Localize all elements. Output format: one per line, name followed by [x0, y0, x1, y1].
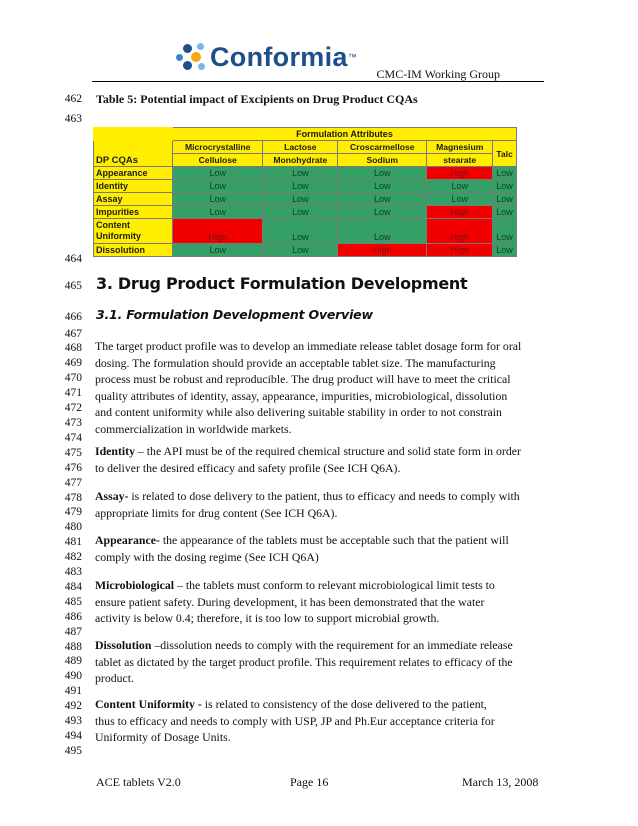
column-header: Microcrystalline [173, 141, 263, 154]
line-number: 468 [64, 342, 82, 354]
risk-cell: Low [263, 167, 338, 180]
column-header-line2: Sodium [338, 154, 427, 167]
risk-cell: High [427, 244, 493, 257]
term: Microbiological [95, 578, 175, 592]
group-header: Formulation Attributes [173, 128, 517, 141]
risk-cell: High [173, 219, 263, 244]
column-header: Magnesium [427, 141, 493, 154]
line-number: 472 [64, 402, 82, 414]
risk-cell: Low [338, 167, 427, 180]
line-number: 491 [64, 685, 82, 697]
line-number: 476 [64, 462, 82, 474]
appearance-paragraph: Appearance- the appearance of the tablets must be acceptable such that the patient will comply with the dosing regime (See ICH Q6A) [95, 533, 509, 564]
line-number: 464 [64, 253, 82, 265]
section-heading: 3. Drug Product Formulation Development [96, 274, 468, 293]
table-row [94, 206, 517, 219]
risk-cell: Low [173, 167, 263, 180]
table-row [94, 244, 517, 257]
caption-label: Table 5 [96, 92, 134, 106]
line-number: 463 [64, 113, 82, 125]
risk-cell: Low [338, 206, 427, 219]
line-number: 480 [64, 521, 82, 533]
line-number: 479 [64, 506, 82, 518]
line-number: 487 [64, 626, 82, 638]
footer-date: March 13, 2008 [462, 775, 539, 789]
intro-line: process must be robust and reproducible. The drug product will have to meet the critical [95, 372, 511, 386]
term: Content Uniformity - [95, 697, 202, 711]
risk-cell: Low [427, 180, 493, 193]
table-row [94, 193, 517, 206]
line-number: 494 [64, 730, 82, 742]
excipient-impact-table [93, 127, 517, 257]
column-header-line2: Monohydrate [263, 154, 338, 167]
risk-cell: High [427, 167, 493, 180]
line-number: 471 [64, 387, 82, 399]
column-header-line2: stearate [427, 154, 493, 167]
line-number: 493 [64, 715, 82, 727]
line-number: 490 [64, 670, 82, 682]
risk-cell: Low [263, 206, 338, 219]
line-number: 486 [64, 611, 82, 623]
intro-line: The target product profile was to develop an immediate release tablet dosage form for oral [95, 339, 522, 353]
risk-cell: Low [338, 219, 427, 244]
line-number: 488 [64, 641, 82, 653]
table-row [94, 219, 517, 244]
risk-cell: Low [173, 180, 263, 193]
table-row [94, 167, 517, 180]
risk-cell: Low [338, 180, 427, 193]
header-rule [92, 81, 544, 82]
intro-line: commercialization in worldwide markets. [95, 421, 292, 436]
term: Identity [95, 444, 135, 458]
row-label: Dissolution [94, 244, 173, 257]
assay-paragraph: Assay- is related to dose delivery to the patient, thus to efficacy and needs to comply with appropriate limits for drug content (See ICH Q6A). [95, 489, 520, 520]
risk-cell: Low [173, 193, 263, 206]
subsection-heading: 3.1. Formulation Development Overview [96, 307, 373, 322]
line-number: 483 [64, 566, 82, 578]
line-number: 462 [64, 93, 82, 105]
table-caption [96, 92, 418, 107]
caption-text: : Potential impact of Excipients on Drug Product CQAs [133, 92, 418, 106]
row-label: Appearance [94, 167, 173, 180]
risk-cell: Low [493, 219, 517, 244]
logo-text: Conformia [210, 41, 348, 72]
intro-paragraph [95, 338, 550, 437]
line-number: 478 [64, 492, 82, 504]
risk-cell: Low [493, 193, 517, 206]
intro-line: and content uniformity while also delivering suitable stability in order to not constrain [95, 405, 502, 419]
line-number: 495 [64, 745, 82, 757]
risk-cell: Low [173, 206, 263, 219]
term: Assay- [95, 489, 129, 503]
logo-mark-icon [176, 42, 206, 72]
line-number: 482 [64, 551, 82, 563]
row-label: Content Uniformity [94, 219, 173, 244]
row-label: Identity [94, 180, 173, 193]
column-header: Talc [493, 141, 517, 167]
term: Dissolution [95, 638, 152, 652]
risk-cell: Low [493, 206, 517, 219]
risk-cell: High [338, 244, 427, 257]
line-number: 477 [64, 477, 82, 489]
intro-line: quality attributes of identity, assay, appearance, impurities, microbiological, dissolution [95, 388, 508, 403]
intro-line: dosing. The formulation should provide an acceptable tablet size. The manufacturing [95, 355, 496, 370]
working-group: CMC-IM Working Group [376, 67, 500, 81]
risk-cell: Low [427, 193, 493, 206]
line-number: 470 [64, 372, 82, 384]
column-header: Croscarmellose [338, 141, 427, 154]
risk-cell: Low [263, 219, 338, 244]
column-header-line2: Cellulose [173, 154, 263, 167]
risk-cell: Low [263, 180, 338, 193]
identity-paragraph: Identity – the API must be of the required chemical structure and solid state form in order to deliver the desired efficacy and safety profile (See ICH Q6A). [95, 444, 521, 475]
line-number: 466 [64, 311, 82, 323]
line-number: 467 [64, 328, 82, 340]
line-number: 489 [64, 655, 82, 667]
risk-cell: High [427, 206, 493, 219]
logo-trademark: ™ [347, 52, 357, 62]
microbiological-paragraph: Microbiological – the tablets must conform to relevant microbiological limit tests to ensure patient safety. During development, it has been demonstrated that the water activity is below 0.4; therefore, it is too low to support microbial growth. [95, 578, 495, 625]
line-number: 465 [64, 280, 82, 292]
row-header: DP CQAs [94, 141, 173, 167]
risk-cell: Low [338, 193, 427, 206]
line-number: 481 [64, 536, 82, 548]
table-row [94, 180, 517, 193]
footer-doc: ACE tablets V2.0 [96, 775, 181, 789]
line-number: 485 [64, 596, 82, 608]
dissolution-paragraph: Dissolution –dissolution needs to comply with the requirement for an immediate release tablet as dictated by the target product profile. This requirement relates to efficacy of the product. [95, 638, 513, 685]
risk-cell: Low [493, 167, 517, 180]
row-label: Impurities [94, 206, 173, 219]
risk-cell: Low [173, 244, 263, 257]
footer-page: Page 16 [290, 775, 329, 789]
term: Appearance- [95, 533, 160, 547]
line-number: 469 [64, 357, 82, 369]
content-uniformity-paragraph: Content Uniformity - is related to consistency of the dose delivered to the patient, thus to efficacy and needs to comply with USP, JP and Ph.Eur acceptance criteria for Uniformity of Dosage Units. [95, 697, 495, 744]
line-number: 474 [64, 432, 82, 444]
risk-cell: Low [493, 180, 517, 193]
risk-cell: Low [263, 193, 338, 206]
risk-cell: Low [493, 244, 517, 257]
risk-cell: Low [263, 244, 338, 257]
line-number: 492 [64, 700, 82, 712]
column-header: Lactose [263, 141, 338, 154]
risk-cell: High [427, 219, 493, 244]
line-number: 475 [64, 447, 82, 459]
line-number: 473 [64, 417, 82, 429]
row-label: Assay [94, 193, 173, 206]
line-number: 484 [64, 581, 82, 593]
